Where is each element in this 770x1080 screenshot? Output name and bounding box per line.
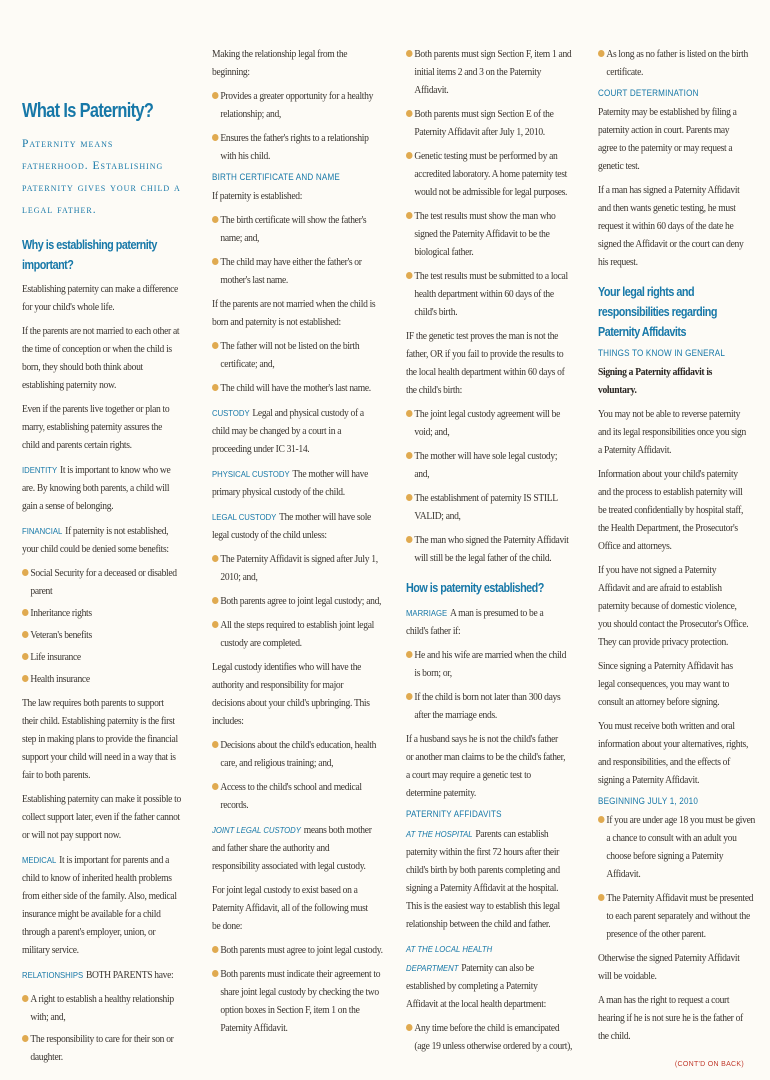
voluntary-statement: Signing a Paternity affidavit is voluntary. — [598, 367, 713, 396]
list-item — [406, 689, 574, 725]
medical-paragraph — [22, 851, 181, 960]
local-health-label: AT THE LOCAL HEALTH DEPARTMENT — [406, 944, 493, 973]
bullet-icon — [22, 653, 29, 660]
list-item — [22, 627, 190, 645]
paragraph: If the parents are not married to each other at the time of conception or when the child is born, they should both think about establishing paternity now. — [22, 326, 180, 391]
bullet-icon — [406, 693, 413, 700]
list-item — [22, 991, 190, 1027]
heading-rights: Your legal rights and responsibilities regarding Paternity Affidavits — [598, 284, 717, 339]
list-item-text: Life insurance — [30, 652, 81, 663]
list-item-text: The test results must be submitted to a local health department within 60 days of the child's birth. — [414, 271, 568, 318]
list-item — [212, 966, 385, 1038]
financial-label: FINANCIAL — [22, 526, 63, 536]
section-head-paternity-affidavits: PATERNITY AFFIDAVITS — [406, 809, 502, 819]
bullet-icon — [22, 569, 29, 576]
list-item — [406, 46, 574, 100]
list-item-text: If you are under age 18 you must be given a chance to consult with an adult you choose before signing a Paternity Affidavit. — [606, 815, 755, 880]
list-item — [406, 647, 574, 683]
medical-label: MEDICAL — [22, 855, 57, 865]
list-item — [598, 46, 758, 82]
list-item-text: Provides a greater opportunity for a healthy relationship; and, — [220, 91, 374, 120]
bullet-icon — [212, 92, 219, 99]
list-item — [212, 254, 385, 290]
continued-on-back: (CONT'D ON BACK) — [674, 1061, 744, 1068]
identity-label: IDENTITY — [22, 465, 58, 475]
paragraph: The law requires both parents to support their child. Establishing paternity is the first step in making plans to provide the financial support your child will need in a way that is fair to both parents. — [22, 698, 178, 781]
bullet-icon — [212, 597, 219, 604]
list-item-text: The Paternity Affidavit is signed after July 1, 2010; and, — [220, 554, 378, 583]
marriage-text: A man is presumed to be a child's father if: — [406, 608, 544, 637]
list-item-text: Decisions about the child's education, health care, and religious training; and, — [220, 740, 377, 769]
marriage-label: MARRIAGE — [406, 608, 448, 618]
column-2 — [212, 46, 383, 1044]
paragraph: Establishing paternity can make it possible to collect support later, even if the father cannot or will not pay support now. — [22, 794, 181, 841]
joint-custody-paragraph — [212, 821, 376, 876]
paragraph: Paternity may be established by filing a paternity action in court. Parents may agree to the paternity or may request a genetic test. — [598, 107, 737, 172]
list-item — [212, 737, 385, 773]
list-item-text: As long as no father is listed on the birth certificate. — [606, 49, 748, 78]
list-item-text: The joint legal custody agreement will be void; and, — [414, 409, 561, 438]
physical-custody-text: The mother will have primary physical custody of the child. — [212, 469, 369, 498]
paragraph: You may not be able to reverse paternity and its legal responsibilities once you sign a Paternity Affidavit. — [598, 409, 746, 456]
paragraph: Legal custody identifies who will have the authority and responsibility for major decisions about your child's upbringing. This includes: — [212, 662, 370, 727]
page-title: What Is Paternity? — [22, 100, 154, 122]
list-item-text: The father will not be listed on the birth certificate; and, — [220, 341, 360, 370]
bullet-icon — [406, 651, 413, 658]
paragraph: For joint legal custody to exist based on a Paternity Affidavit, all of the following must be done: — [212, 885, 368, 932]
bullet-icon — [406, 212, 413, 219]
physical-custody-label: PHYSICAL CUSTODY — [212, 469, 290, 479]
bullet-icon — [406, 110, 413, 117]
paragraph-bold — [598, 364, 749, 400]
list-item-text: Genetic testing must be performed by an accredited laboratory. A home paternity test would not be admissible for legal purposes. — [414, 151, 568, 198]
list-item — [406, 148, 574, 202]
list-item-text: A right to establish a healthy relationship with; and, — [30, 994, 174, 1023]
bullet-icon — [212, 621, 219, 628]
list-item-text: The mother will have sole legal custody; and, — [414, 451, 558, 480]
paragraph: A man has the right to request a court hearing if he is not sure he is the father of the child. — [598, 995, 743, 1042]
list-item — [212, 617, 385, 653]
bullet-icon — [212, 970, 219, 977]
bullet-icon — [22, 1035, 29, 1042]
custody-paragraph — [212, 404, 376, 459]
paragraph: Since signing a Paternity Affidavit has legal consequences, you may want to consult an attorney before signing. — [598, 661, 733, 708]
list-item-text: Both parents must agree to joint legal custody. — [220, 945, 383, 956]
list-item — [212, 130, 385, 166]
bullet-icon — [212, 946, 219, 953]
local-health-text: Paternity can also be established by completing a Paternity Affidavit at the local health department: — [406, 963, 546, 1010]
paragraph: IF the genetic test proves the man is not the father, OR if you fail to provide the results to the local health department within 60 days of the child's birth: — [406, 331, 565, 396]
bullet-icon — [598, 894, 605, 901]
list-item — [212, 779, 385, 815]
list-item-text: The birth certificate will show the father's name; and, — [220, 215, 367, 244]
list-item — [406, 268, 574, 322]
column-3 — [406, 46, 573, 1062]
bullet-icon — [212, 741, 219, 748]
list-item-text: Both parents must sign Section F, item 1 and initial items 2 and 3 on the Paternity Affidavit. — [414, 49, 572, 96]
paragraph: If you have not signed a Paternity Affidavit and are afraid to establish paternity because of domestic violence, you should contact the Prosecutor's Office. They can provide privacy protection. — [598, 565, 749, 648]
paragraph: If a husband says he is not the child's father or another man claims to be the child's father, a court may require a genetic test to determine paternity. — [406, 734, 566, 799]
bullet-icon — [22, 609, 29, 616]
list-item-text: The responsibility to care for their son or daughter. — [30, 1034, 174, 1063]
bullet-icon — [406, 410, 413, 417]
paragraph: Information about your child's paternity and the process to establish paternity will be treated confidentially by hospital staff, the Health Department, the Prosecutor's Office and attorneys. — [598, 469, 744, 552]
list-item-text: The child will have the mother's last name. — [220, 383, 371, 394]
bullet-icon — [406, 494, 413, 501]
list-item — [212, 212, 385, 248]
bullet-icon — [212, 342, 219, 349]
list-item-text: Ensures the father's rights to a relationship with his child. — [220, 133, 369, 162]
list-item-text: The Paternity Affidavit must be presented to each parent separately and without the presence of the other parent. — [606, 893, 754, 940]
legal-custody-label: LEGAL CUSTODY — [212, 512, 277, 522]
column-1 — [22, 100, 182, 1073]
list-item — [212, 88, 385, 124]
list-item — [22, 1031, 190, 1067]
bullet-icon — [22, 631, 29, 638]
list-item-text: Access to the child's school and medical records. — [220, 782, 362, 811]
list-item-text: The test results must show the man who signed the Paternity Affidavit to be the biological father. — [414, 211, 556, 258]
list-item — [406, 208, 574, 262]
paragraph: Establishing paternity can make a difference for your child's whole life. — [22, 284, 178, 313]
relationships-paragraph — [22, 966, 181, 985]
paragraph: Otherwise the signed Paternity Affidavit will be voidable. — [598, 953, 740, 982]
marriage-paragraph — [406, 604, 565, 641]
list-item — [22, 671, 190, 689]
bullet-icon — [22, 995, 29, 1002]
bullet-icon — [406, 1024, 413, 1031]
list-item-text: All the steps required to establish joint legal custody are completed. — [220, 620, 374, 649]
paragraph: If paternity is established: — [212, 191, 303, 202]
list-item — [212, 551, 385, 587]
section-head-birth-certificate: BIRTH CERTIFICATE AND NAME — [212, 172, 340, 182]
bullet-icon — [22, 675, 29, 682]
list-item — [212, 942, 385, 960]
bullet-icon — [212, 555, 219, 562]
section-head-beginning: BEGINNING JULY 1, 2010 — [598, 796, 699, 806]
medical-text: It is important for parents and a child to know of inherited health problems from either side of the family. Also, medical insurance might be available for a child through a parent's employer, union, or military service. — [22, 855, 177, 956]
bullet-icon — [212, 258, 219, 265]
list-item-text: Both parents agree to joint legal custody; and, — [220, 596, 382, 607]
list-item — [406, 490, 574, 526]
paragraph: Making the relationship legal from the beginning: — [212, 49, 348, 78]
list-item — [406, 406, 574, 442]
joint-custody-label: JOINT LEGAL CUSTODY — [212, 825, 301, 835]
bullet-icon — [598, 50, 605, 57]
list-item-text: If the child is born not later than 300 days after the marriage ends. — [414, 692, 561, 721]
list-item — [212, 593, 385, 611]
local-health-paragraph — [406, 940, 565, 1014]
list-item — [406, 106, 574, 142]
list-item — [406, 1020, 574, 1056]
subtitle: Paternity means fatherhood. Establishing paternity gives your child a legal father. — [22, 138, 181, 216]
list-item — [22, 565, 190, 601]
relationships-label: RELATIONSHIPS — [22, 970, 84, 980]
list-item-text: Both parents must indicate their agreement to share joint legal custody by checking the two option boxes in Section F, item 1 on the Paternity Affidavit. — [220, 969, 381, 1034]
bullet-icon — [406, 452, 413, 459]
list-item — [212, 338, 385, 374]
list-item — [406, 448, 574, 484]
paragraph: If a man has signed a Paternity Affidavit and then wants genetic testing, he must request it within 60 days of the date he signed the Affidavit or the court can deny his request. — [598, 185, 744, 268]
identity-paragraph — [22, 461, 181, 516]
list-item-text: Both parents must sign Section E of the Paternity Affidavit after July 1, 2010. — [414, 109, 554, 138]
legal-custody-text: The mother will have sole legal custody of the child unless: — [212, 512, 371, 541]
bullet-icon — [406, 272, 413, 279]
heading-how: How is paternity established? — [406, 580, 544, 595]
joint-custody-text: means both mother and father share the authority and responsibility associated with legal custody. — [212, 825, 372, 872]
list-item — [598, 812, 758, 884]
hospital-paragraph — [406, 825, 565, 934]
bullet-icon — [406, 152, 413, 159]
list-item-text: The child may have either the father's or mother's last name. — [220, 257, 362, 286]
bullet-icon — [598, 816, 605, 823]
list-item-text: Any time before the child is emancipated (age 19 unless otherwise ordered by a court), — [414, 1023, 573, 1052]
identity-text: It is important to know who we are. By knowing both parents, a child will gain a sense of belonging. — [22, 465, 171, 512]
relationships-text: BOTH PARENTS have: — [85, 970, 174, 981]
bullet-icon — [406, 50, 413, 57]
hospital-text: Parents can establish paternity within the first 72 hours after their child's birth by both parents completing and signing a Paternity Affidavit at the hospital. This is the easiest way to establish this legal relationship between the child and father. — [406, 829, 560, 930]
heading-why: Why is establishing paternity important? — [22, 237, 157, 272]
section-head-things-to-know: THINGS TO KNOW IN GENERAL — [598, 348, 726, 358]
list-item-text: The man who signed the Paternity Affidavit will still be the legal father of the child. — [414, 535, 569, 564]
list-item-text: Veteran's benefits — [30, 630, 92, 641]
bullet-icon — [212, 783, 219, 790]
list-item — [598, 890, 758, 944]
financial-text: If paternity is not established, your child could be denied some benefits: — [22, 526, 169, 555]
financial-paragraph — [22, 522, 181, 559]
legal-custody-paragraph — [212, 508, 376, 545]
column-4 — [598, 46, 755, 1080]
hospital-label: AT THE HOSPITAL — [406, 829, 473, 839]
list-item-text: Inheritance rights — [30, 608, 92, 619]
list-item-text: The establishment of paternity IS STILL VALID; and, — [414, 493, 558, 522]
bullet-icon — [212, 216, 219, 223]
bullet-icon — [406, 536, 413, 543]
list-item — [22, 605, 190, 623]
list-item-text: Health insurance — [30, 674, 90, 685]
list-item — [212, 380, 385, 398]
list-item — [406, 532, 574, 568]
physical-custody-paragraph — [212, 465, 376, 502]
paragraph: You must receive both written and oral information about your alternatives, rights, and responsibilities, and the effects of signing a Paternity Affidavit. — [598, 721, 749, 786]
custody-label: CUSTODY — [212, 408, 250, 418]
bullet-icon — [212, 134, 219, 141]
list-item-text: Social Security for a deceased or disabled parent — [30, 568, 177, 597]
section-head-court-determination: COURT DETERMINATION — [598, 88, 699, 98]
list-item-text: He and his wife are married when the child is born; or, — [414, 650, 567, 679]
bullet-icon — [212, 384, 219, 391]
list-item — [22, 649, 190, 667]
paragraph: Even if the parents live together or plan to marry, establishing paternity assures the child and parents certain rights. — [22, 404, 170, 451]
paragraph: If the parents are not married when the child is born and paternity is not established: — [212, 299, 376, 328]
custody-text: Legal and physical custody of a child may be changed by a court in a proceeding under IC 31-14. — [212, 408, 364, 455]
